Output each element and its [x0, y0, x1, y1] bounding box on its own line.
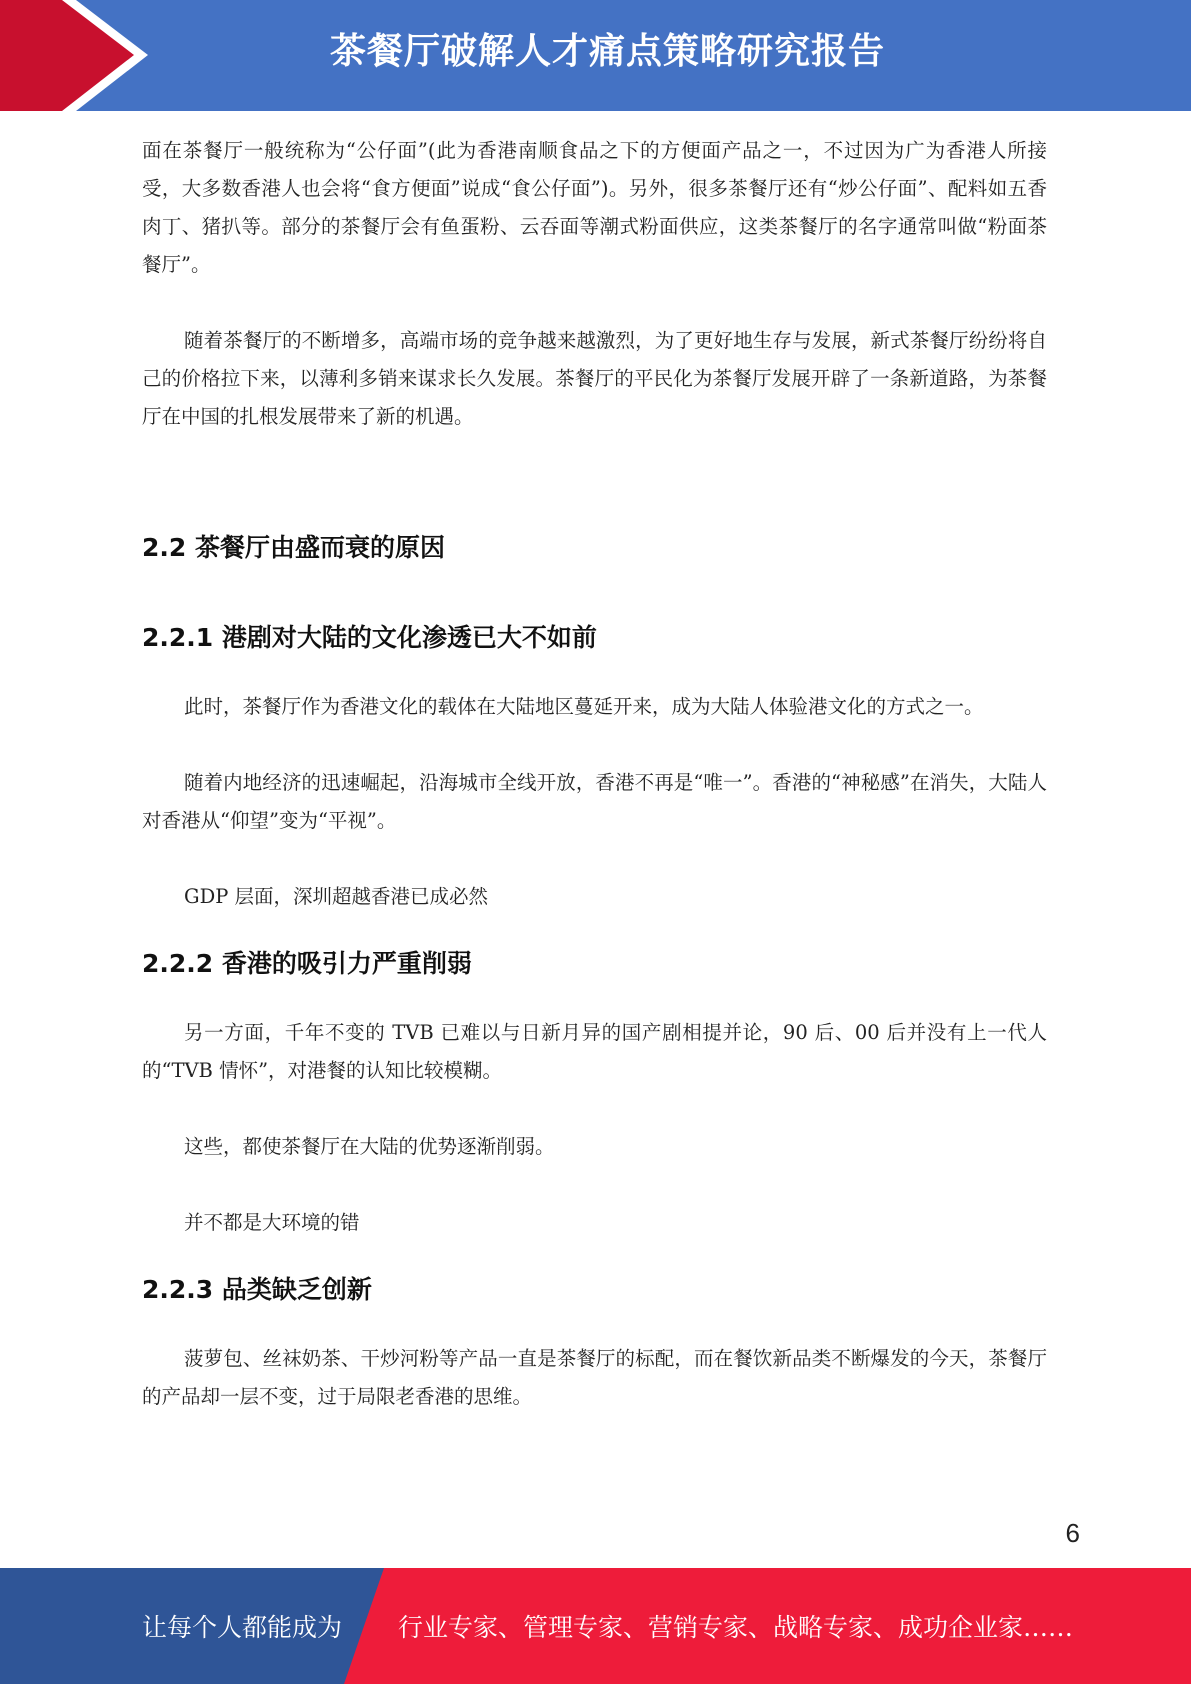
footer-slogan-left: 让每个人都能成为: [142, 1613, 343, 1642]
paragraph-mainland-rise: 随着内地经济的迅速崛起，沿海城市全线开放，香港不再是“唯一”。香港的“神秘感”在消失，大陆人对香港从“仰望”变为“平视”。: [142, 771, 1047, 832]
section-heading-2-2: 2.2 茶餐厅由盛而衰的原因: [142, 533, 445, 562]
page-header: [0, 0, 1191, 111]
page-content: [142, 132, 1047, 1416]
page-number: 6: [1065, 1518, 1080, 1548]
footer-slogan-right: 行业专家、管理专家、营销专家、战略专家、成功企业家……: [398, 1613, 1074, 1642]
subsection-heading-2-2-1: 2.2.1 港剧对大陆的文化渗透已大不如前: [142, 623, 597, 652]
paragraph-not-environment: 并不都是大环境的错: [184, 1211, 360, 1234]
report-title: 茶餐厅破解人才痛点策略研究报告: [329, 31, 885, 72]
subsection-heading-2-2-3: 2.2.3 品类缺乏创新: [142, 1275, 372, 1304]
page-footer: [0, 1568, 1191, 1684]
paragraph-affordable: 随着茶餐厅的不断增多，高端市场的竞争越来越激烈，为了更好地生存与发展，新式茶餐厅纷纷将自己的价格拉下来，以薄利多销来谋求长久发展。茶餐厅的平民化为茶餐厅发展开辟了一条新道路，为茶餐厅在中国的扎根发展带来了新的机遇。: [142, 329, 1047, 428]
paragraph-cultural-carrier: 此时，茶餐厅作为香港文化的载体在大陆地区蔓延开来，成为大陆人体验港文化的方式之一。: [184, 695, 984, 718]
paragraph-advantage-weakened: 这些，都使茶餐厅在大陆的优势逐渐削弱。: [184, 1135, 555, 1158]
paragraph-no-innovation: 菠萝包、丝袜奶茶、干炒河粉等产品一直是茶餐厅的标配，而在餐饮新品类不断爆发的今天，茶餐厅的产品却一层不变，过于局限老香港的思维。: [142, 1347, 1047, 1408]
subsection-heading-2-2-2: 2.2.2 香港的吸引力严重削弱: [142, 949, 472, 978]
paragraph-noodles: 面在茶餐厅一般统称为“公仔面”(此为香港南顺食品之下的方便面产品之一，不过因为广为香港人所接受，大多数香港人也会将“食方便面”说成“食公仔面”)。另外，很多茶餐厅还有“炒公仔面”、配料如五香肉丁、猪扒等。部分的茶餐厅会有鱼蛋粉、云吞面等潮式粉面供应，这类茶餐厅的名字通常叫做“粉面茶餐厅”。: [142, 139, 1047, 276]
paragraph-gdp: GDP 层面，深圳超越香港已成必然: [184, 885, 489, 908]
paragraph-tvb: 另一方面，千年不变的 TVB 已难以与日新月异的国产剧相提并论，90 后、00 后并没有上一代人的“TVB 情怀”，对港餐的认知比较模糊。: [142, 1021, 1047, 1082]
